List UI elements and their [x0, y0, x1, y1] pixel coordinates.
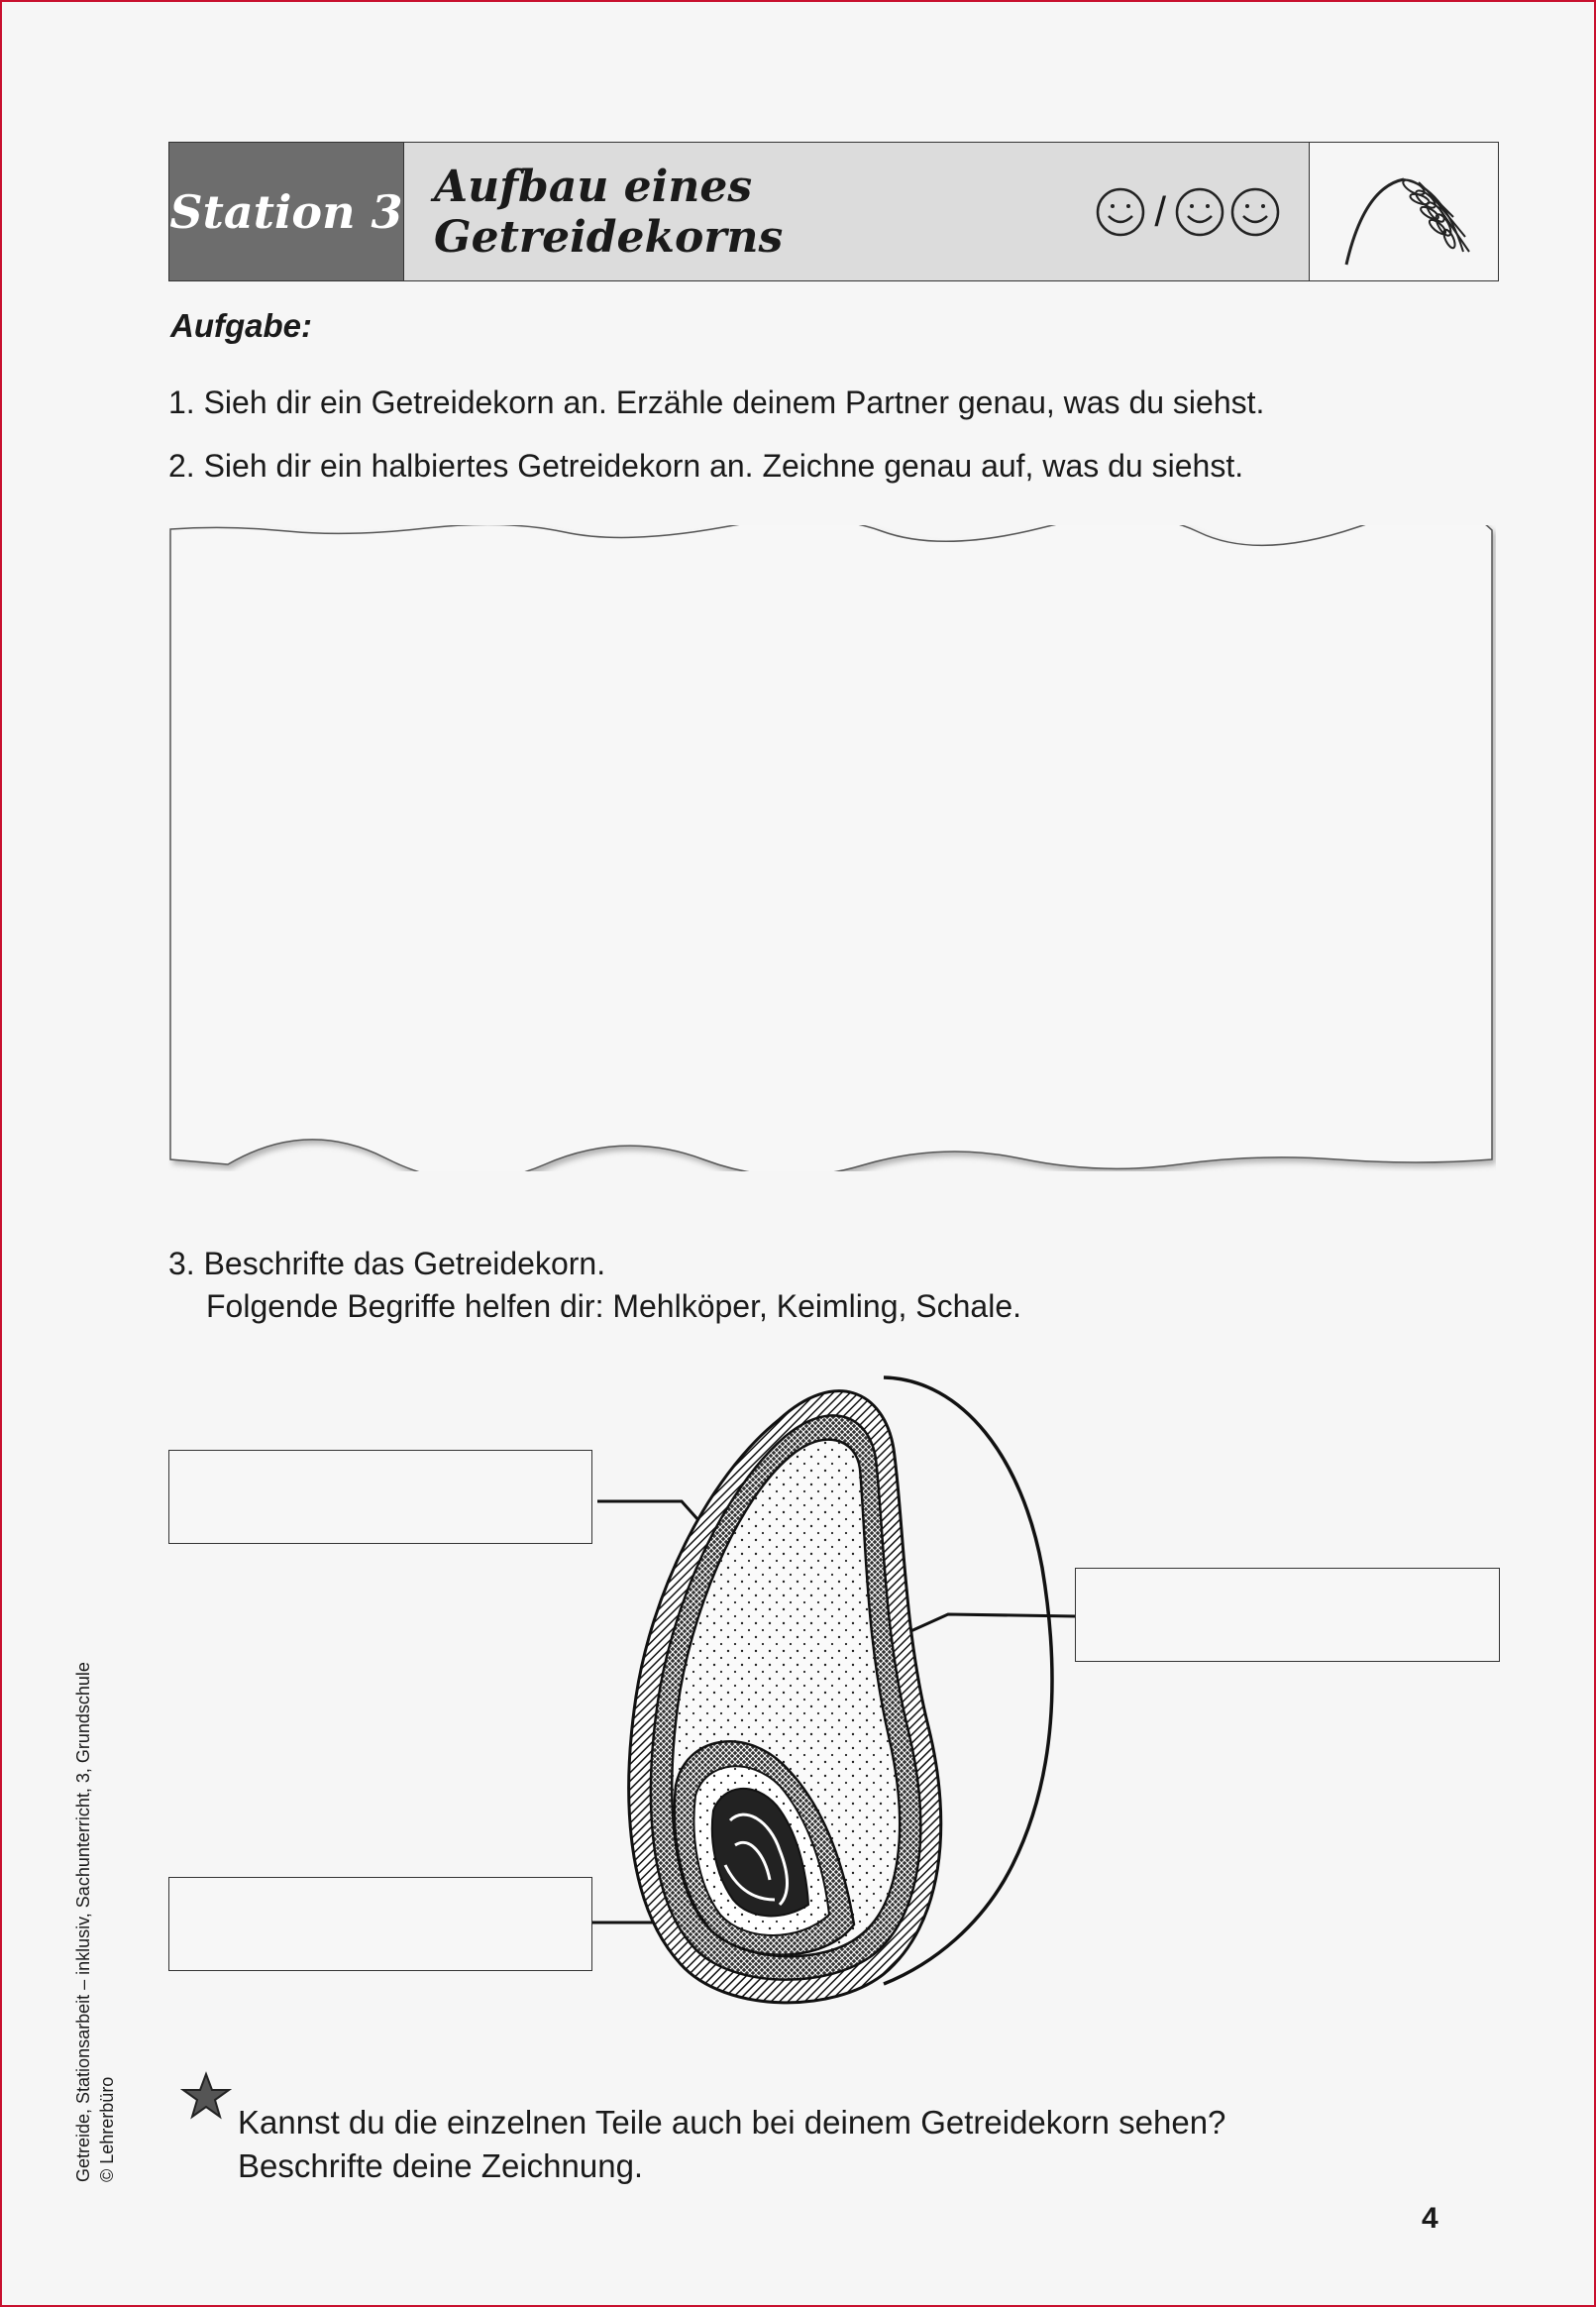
task-item-2: 2. Sieh dir ein halbiertes Getreidekorn an. Zeichne genau auf, was du siehst. — [168, 448, 1244, 484]
source-line: Getreide, Stationsarbeit – inklusiv, Sachunterricht, 3, Grundschule — [73, 1662, 93, 2182]
copyright-line: © Lehrerbüro — [97, 2076, 117, 2182]
task-item-3: 3. Beschrifte das Getreidekorn. — [168, 1246, 606, 1281]
task-heading: Aufgabe: — [170, 307, 312, 344]
task-item-1: 1. Sieh dir ein Getreidekorn an. Erzähle deinem Partner genau, was du siehst. — [168, 384, 1265, 420]
smiley-separator: / — [1154, 187, 1166, 235]
page-title: Aufbau eines Getreidekorns — [434, 161, 784, 263]
bonus-line-1: Kannst du die einzelnen Teile auch bei deinem Getreidekorn sehen? — [238, 2104, 1226, 2141]
copyright-side-note — [71, 1662, 119, 2182]
task-item-3-hint: Folgende Begriffe helfen dir: Mehlköper, Keimling, Schale. — [206, 1288, 1021, 1324]
star-icon — [180, 2071, 232, 2123]
station-label: Station 3 — [169, 143, 404, 280]
page-number: 4 — [1422, 2202, 1438, 2235]
bonus-task — [238, 2101, 1225, 2188]
bonus-line-2: Beschrifte deine Zeichnung. — [238, 2147, 644, 2184]
seed-cross-section — [586, 1370, 1082, 2024]
